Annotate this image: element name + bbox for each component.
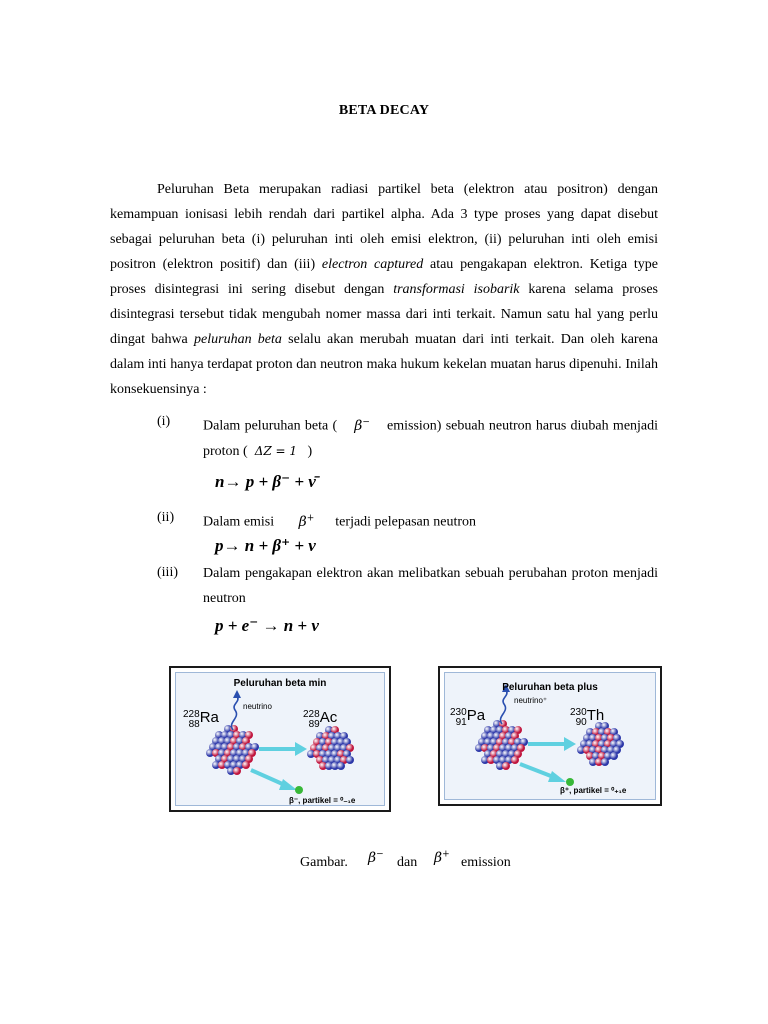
figure-1-neutrino-label: neutrino — [243, 702, 272, 711]
neutrino-wave — [500, 690, 506, 724]
para-text-1: Peluruhan Beta merupakan radiasi partikel beta (elektron atau positron) dengan kemampuan ionisasi lebih rendah dari partikel alpha. Ada 3 type proses yang dapat disebut sebagai peluruhan beta (i) peluruhan inti oleh emisi elektron, (ii) peluruhan inti oleh emisi positron (elektron positif) dan (iii) — [110, 182, 658, 272]
para-italic-1: electron captured — [321, 257, 424, 272]
beta-minus-symbol: β− — [354, 417, 370, 434]
item-2-text — [203, 506, 658, 535]
item-1-text-b: emission) sebuah neutron harus diubah menjadi proton ( — [203, 418, 659, 459]
figure-2-particle-label: β⁺, partikel = ⁰₊₁e — [560, 786, 627, 795]
proton-ball — [242, 761, 250, 769]
transform-arrowhead — [295, 742, 307, 756]
beta-particle — [295, 786, 303, 794]
daughter-nucleus-th — [577, 722, 624, 766]
proton-ball — [511, 756, 519, 764]
para-italic-3: peluruhan beta — [194, 332, 282, 347]
figure-1-parent-label: 228 88 Ra — [183, 709, 219, 730]
figure-2-daughter-label: 230 90 Th — [570, 707, 605, 728]
figure-1-particle-label: β⁻, partikel = ⁰₋₁e — [289, 796, 356, 805]
item-2-text-a: Dalam emisi — [203, 514, 275, 530]
neutrino-wave — [231, 696, 237, 730]
item-3-number: (iii) — [157, 565, 178, 580]
para-text-4: selalu akan merubah muatan dari inti terkait. Dan oleh karena dalam inti hanya terdapat proton dan neutron maka hukum kekelan muatan harus dipenuhi. Inilah konsekuensinya : — [110, 332, 659, 397]
item-1-text-c: ) — [307, 443, 313, 459]
equation-beta-plus: p→ n + β⁺ + ν — [215, 536, 316, 555]
page-title: BETA DECAY — [338, 103, 430, 118]
daughter-nucleus-ac — [307, 726, 354, 770]
neutron-ball — [601, 758, 609, 766]
figure-beta-minus-drawing — [171, 668, 389, 810]
figure-1-daughter-label: 228 89 Ac — [303, 709, 338, 730]
neutron-ball — [610, 752, 618, 760]
intro-paragraph — [110, 177, 658, 402]
proton-ball — [233, 767, 241, 775]
item-3-text: Dalam pengakapan elektron akan melibatkan sebuah perubahan proton menjadi neutron — [203, 566, 658, 606]
neutrino-arrowhead — [233, 690, 241, 698]
caption-prefix: Gambar. — [300, 855, 348, 870]
parent-nucleus-ra — [206, 725, 259, 775]
beta-plus-symbol: β+ — [298, 513, 315, 530]
figure-1-title: Peluruhan beta min — [233, 678, 327, 689]
caption-and: dan — [397, 855, 418, 870]
transform-arrowhead — [564, 737, 576, 751]
figure-beta-plus — [438, 666, 662, 806]
figure-2-title: Peluruhan beta plus — [502, 682, 598, 693]
caption-suffix: emission — [461, 855, 511, 870]
neutron-ball — [346, 756, 354, 764]
caption-beta-minus: β− — [368, 849, 384, 866]
item-1-text-a: Dalam peluruhan beta ( — [203, 418, 338, 434]
item-1-number: (i) — [157, 414, 171, 429]
particle-arrowhead — [279, 779, 297, 790]
figure-beta-minus — [169, 666, 391, 812]
equation-electron-capture: p + e⁻ → n + ν — [215, 616, 319, 635]
caption-beta-plus: β+ — [434, 849, 450, 866]
beta-particle — [566, 778, 574, 786]
para-italic-2: transformasi isobarik — [393, 282, 520, 297]
item-2-text-b: terjadi pelepasan neutron — [335, 514, 477, 530]
item-2-number: (ii) — [157, 510, 175, 525]
para-text-2: atau pengakapan elektron. Ketiga type proses disintegrasi ini sering disebut dengan — [110, 257, 658, 297]
equation-beta-minus: n→ p + β⁻ + ν̄ — [215, 472, 316, 491]
figure-2-parent-label: 230 91 Pa — [450, 707, 486, 728]
item-1-text — [203, 410, 658, 464]
delta-z-expression: ΔZ = 1 — [254, 443, 298, 458]
figure-2-neutrino-label: neutrino⁺ — [514, 696, 548, 705]
particle-arrowhead — [548, 771, 566, 782]
neutron-ball — [337, 762, 345, 770]
proton-ball — [502, 762, 510, 770]
para-text-3: karena selama proses disintegrasi tersebut tidak mengubah nomer massa dari inti terkait. Namun satu hal yang perlu dingat bahwa — [110, 282, 658, 347]
